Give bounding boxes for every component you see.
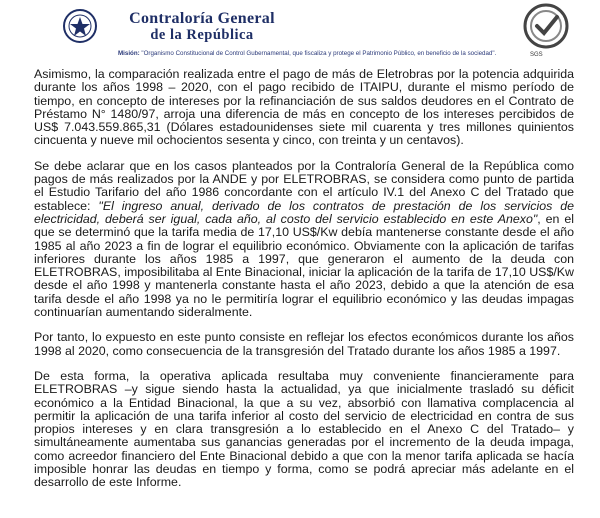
brand-line-2: de la República — [150, 27, 254, 43]
treaty-quote: "El ingreso anual, derivado de los contratos de prestación de los servicios de electricidad, deberá ser igual, cada año, al costo del servicio establecido en este Anexo" — [34, 198, 574, 226]
paragraph-2 — [34, 160, 574, 320]
document-body — [34, 68, 574, 490]
check-seal-icon — [522, 2, 570, 50]
paragraph-3: Por tanto, lo expuesto en este punto consiste en reflejar los efectos económicos durante los años 1998 al 2020, como consecuencia de la transgresión del Tratado durante los años 1985 a 1997. — [34, 330, 574, 358]
mission-label: Misión: — [118, 50, 140, 57]
page-header — [0, 0, 600, 66]
mission-text: "Organismo Constitucional de Control Gubernamental, que fiscaliza y protege el Patrimonio Público, en beneficio de la sociedad". — [141, 50, 497, 57]
certification-label: SGS — [530, 52, 543, 58]
paragraph-2-part-b: , en el que se determinó que la tarifa media de 17,10 US$/Kw debía mantenerse constante desde el año 1985 al año 2023 a fin de lograr el equilibrio económico. Obviamente con la aplicación de tarifas inferiores durante los años 1985 a 1997, que generaron el aumento de la deuda con ELETROBRAS, imposibilitaba al Ente Binacional, iniciar la aplicación de la tarifa de 17,10 US$/Kw desde el año 1998 y mantenerla constante hasta el año 2023, debido a que la atención de esa tarifa desde el año 1998 ya no le permitiría lograr el equilibrio económico y las deudas impagas continuarían aumentando sideralmente. — [34, 211, 574, 320]
paragraph-2-part-a: Se debe aclarar que en los casos planteados por la Contraloría General de la República como pagos de más realizados por la ANDE y por ELETROBRAS, se considera como punto de partida el Estudio Tarifario del año 1986 concordante con el artículo IV.1 del Anexo C del Tratado que establece: — [34, 158, 574, 213]
mission-statement — [118, 50, 538, 57]
brand-name — [102, 11, 302, 43]
paragraph-4: De esta forma, la operativa aplicada resultaba muy conveniente financieramente para ELETROBRAS –y sigue siendo hasta la actualidad, ya que inicialmente trasladó su déficit económico a la Entidad Binacional, la que a su vez, absorbió con llamativa complacencia al permitir la aplicación de una tarifa inferior al costo del servicio de electricidad en contra de sus propios intereses y en clara transgresión a lo establecido en el Anexo C del Tratado– y simultáneamente aumentaba sus ganancias generadas por el incremento de la deuda impaga, como acreedor financiero del Ente Binacional debido a que con la menor tarifa aplicada se hacía imposible honrar las deudas en tiempo y forma, como se podrá apreciar más adelante en el desarrollo de este Informe. — [34, 368, 574, 490]
brand-line-1: Contraloría General — [129, 10, 275, 27]
paragraph-1: Asimismo, la comparación realizada entre el pago de más de Eletrobras por la potencia adquirida durante los años 1998 – 2020, con el pago recibido de ITAIPU, durante el mismo período de tiempo, en concepto de intereses por la refinanciación de sus saldos deudores en el Contrato de Préstamo N° 1480/97, arroja una diferencia de más en concepto de los intereses percibidos de US$ 7.043.559.865,31 (Dólares estadounidenses siete mil cuarenta y tres millones quinientos cincuenta y nueve mil ochocientos sesenta y cinco, con treinta y un centavos). — [34, 67, 574, 148]
coat-of-arms-icon — [62, 8, 98, 44]
